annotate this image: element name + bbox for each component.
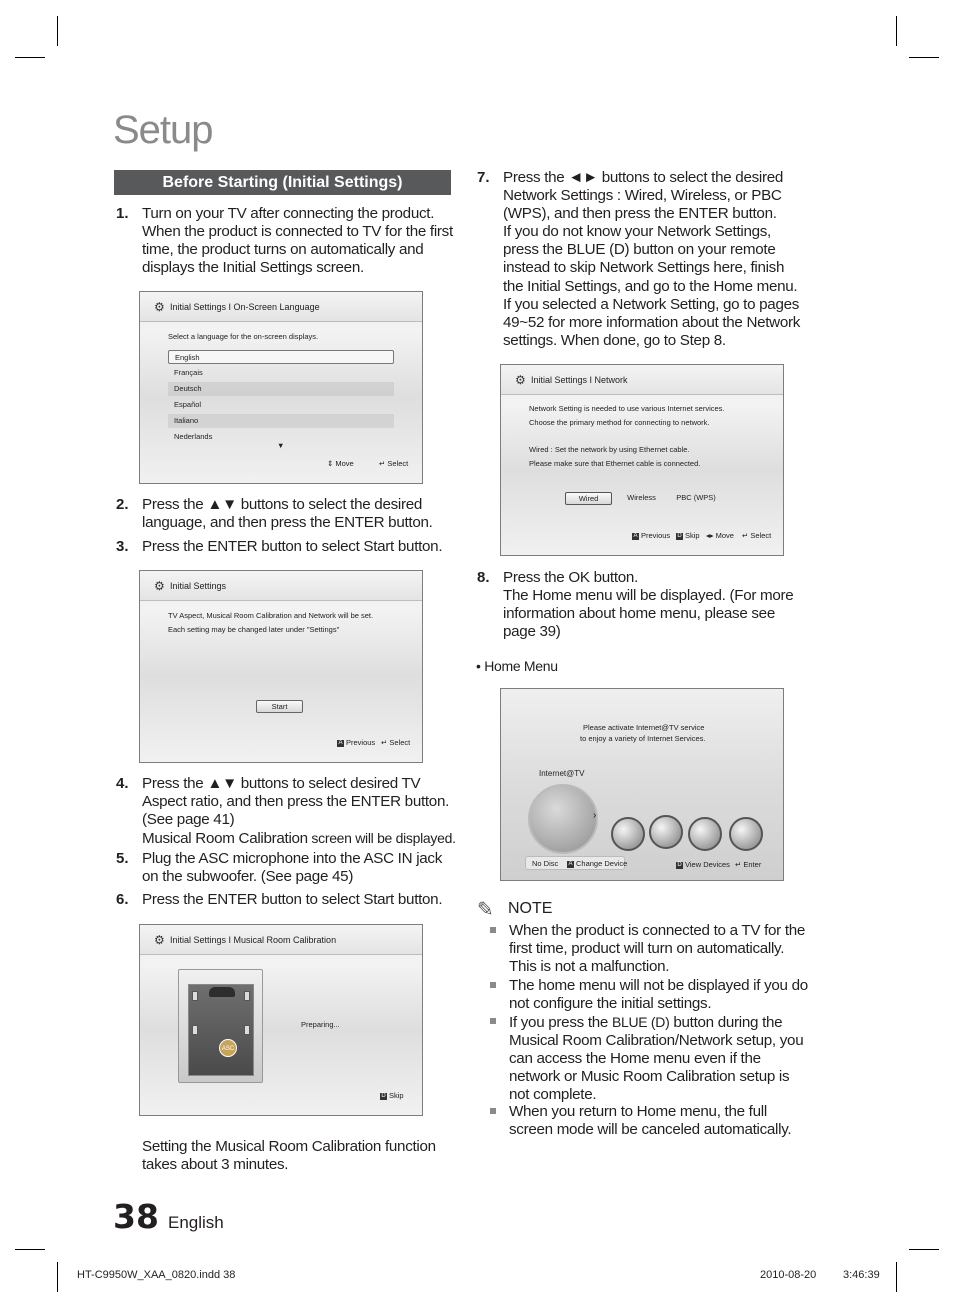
screen-title: Initial Settings I Musical Room Calibration (170, 935, 337, 945)
note-item: When the product is connected to a TV for the first time, product will turn on automatically. This is not a malfunction. (509, 922, 806, 976)
step-number: 4. (116, 775, 129, 792)
chevron-right-icon[interactable]: › (593, 810, 597, 821)
language-option[interactable]: Español (174, 400, 202, 409)
pencil-icon: ✎ (477, 899, 494, 921)
note-title: NOTE (508, 900, 553, 917)
page-language: English (168, 1213, 224, 1232)
step-text: Press the ▲▼ buttons to select desired TV Aspect ratio, and then press the ENTER button. (See page 41) Musical Room Calibration screen will be displayed. (142, 775, 456, 848)
disc-menu-icon[interactable] (611, 817, 645, 851)
step-text: Press the ◄► buttons to select the desired Network Settings : Wired, Wireless, or PBC (WPS), and then press the ENTER button. If you do not know your Network Settings, press the BLUE (D) button on your remote instead to skip Network Settings here, finish the Initial Settings, and go to the Home menu. If you selected a Network Setting, go to pages 49~52 for more information about the Network settings. When done, go to Step 8. (503, 169, 801, 349)
note-item: If you press the BLUE (D) button during the Musical Room Calibration/Network setup, you can access the Home menu even if the network or Music Room Calibration setup is not complete. (509, 1014, 804, 1104)
slug-time: 3:46:39 (843, 1269, 880, 1281)
bullet-icon (490, 1018, 496, 1024)
screen-line: Choose the primary method for connecting to network. (529, 418, 710, 427)
language-option[interactable]: Français (174, 368, 203, 377)
screen-line: Please make sure that Ethernet cable is connected. (529, 459, 701, 468)
speaker-icon (244, 991, 250, 1001)
step-text: Plug the ASC microphone into the ASC IN jack on the subwoofer. (See page 45) (142, 850, 443, 886)
language-option[interactable]: English (168, 350, 394, 364)
page-title: Setup (113, 108, 213, 152)
screen-header (140, 292, 422, 322)
home-message: to enjoy a variety of Internet Services. (580, 734, 706, 743)
internet-tv-label: Internet@TV (539, 769, 585, 778)
language-option[interactable]: Deutsch (168, 382, 394, 396)
sofa-icon (209, 987, 235, 997)
settings-icon[interactable] (729, 817, 763, 851)
screen-musical-room-calibration (139, 924, 423, 1116)
screen-prompt: Select a language for the on-screen displays. (168, 332, 319, 341)
screen-on-screen-language (139, 291, 423, 484)
step-number: 6. (116, 891, 129, 908)
skip-hint: D Skip (381, 1091, 404, 1100)
enter-icon: ↵ (379, 459, 386, 468)
move-hint: ⇕ Move (327, 459, 354, 468)
screen-header (140, 925, 422, 955)
language-option[interactable]: Italiano (168, 414, 394, 428)
crop-mark (896, 16, 897, 46)
gear-icon: ⚙ (154, 933, 165, 947)
key-d-icon: D (677, 532, 682, 539)
screen-title: Initial Settings I On-Screen Language (170, 302, 320, 312)
crop-mark (909, 1249, 939, 1250)
screen-network (500, 364, 784, 556)
enter-icon: ↵ (381, 738, 388, 747)
updown-icon: ⇕ (327, 459, 334, 468)
page-number: 38 (113, 1197, 159, 1236)
bullet-icon (490, 982, 496, 988)
step-number: 5. (116, 850, 129, 867)
home-menu-bullet: • Home Menu (476, 658, 558, 674)
gear-icon: ⚙ (154, 300, 165, 314)
home-message: Please activate Internet@TV service (583, 723, 705, 732)
preparing-status: Preparing... (301, 1020, 340, 1029)
step-number: 2. (116, 496, 129, 513)
slug-file: HT-C9950W_XAA_0820.indd 38 (77, 1269, 236, 1281)
key-a-icon: A (338, 739, 343, 746)
screen-line: Network Setting is needed to use various Internet services. (529, 404, 725, 413)
video-icon[interactable] (649, 815, 683, 849)
previous-hint: A Previous (338, 738, 376, 747)
step-number: 1. (116, 205, 129, 222)
room-diagram (178, 969, 263, 1083)
pbc-wps-option[interactable]: PBC (WPS) (676, 493, 716, 502)
speaker-icon (192, 1025, 198, 1035)
internet-tv-icon[interactable] (528, 784, 598, 854)
screen-header (140, 571, 422, 601)
view-devices-hint[interactable]: D View Devices (677, 860, 730, 869)
speaker-icon (192, 991, 198, 1001)
skip-hint: D Skip (677, 531, 700, 540)
language-option[interactable]: Nederlands (174, 432, 213, 441)
key-d-icon: D (677, 861, 682, 868)
screen-initial-settings (139, 570, 423, 763)
step-text: Press the ▲▼ buttons to select the desired language, and then press the ENTER button. (142, 496, 433, 532)
key-a-icon: A (568, 860, 573, 867)
move-hint: ◂▸ Move (706, 531, 734, 540)
select-hint: ↵ Select (381, 738, 411, 747)
bullet-icon (490, 1108, 496, 1114)
enter-icon: ↵ (742, 531, 749, 540)
select-hint: ↵ Select (742, 531, 772, 540)
no-disc-status: No Disc (532, 859, 559, 868)
photo-icon[interactable] (688, 817, 722, 851)
note-item: When you return to Home menu, the full screen mode will be canceled automatically. (509, 1103, 792, 1139)
crop-mark (15, 1249, 45, 1250)
key-d-icon: D (381, 1092, 386, 1099)
enter-hint[interactable]: ↵ Enter (735, 860, 762, 869)
step-text: Press the ENTER button to select Start button. (142, 891, 443, 908)
gear-icon: ⚙ (154, 579, 165, 593)
screen-line: Each setting may be changed later under "Settings" (168, 625, 340, 634)
speaker-icon (244, 1025, 250, 1035)
wired-option[interactable]: Wired (565, 492, 612, 505)
wireless-option[interactable]: Wireless (627, 493, 656, 502)
select-hint: ↵ Select (379, 459, 409, 468)
screen-line: Wired : Set the network by using Ethernet cable. (529, 445, 690, 454)
crop-mark (15, 57, 45, 58)
screen-title: Initial Settings (170, 581, 227, 591)
gear-icon: ⚙ (515, 373, 526, 387)
step-text: Turn on your TV after connecting the product. When the product is connected to TV for the first time, the product turns on automatically and displays the Initial Settings screen. (142, 205, 453, 277)
step-text: Press the OK button. The Home menu will be displayed. (For more information about home menu, please see page 39) (503, 569, 794, 641)
step-text: Press the ENTER button to select Start button. (142, 538, 443, 555)
calibration-note: Setting the Musical Room Calibration function takes about 3 minutes. (142, 1138, 436, 1174)
enter-icon: ↵ (735, 860, 742, 869)
bullet-icon (490, 927, 496, 933)
leftright-icon: ◂▸ (706, 531, 714, 540)
microphone-icon: ASC (219, 1039, 237, 1057)
note-item: The home menu will not be displayed if you do not configure the initial settings. (509, 977, 808, 1013)
screen-header (501, 365, 783, 395)
start-button[interactable]: Start (256, 700, 303, 713)
crop-mark (896, 1262, 897, 1292)
step-number: 8. (477, 569, 490, 586)
step-number: 3. (116, 538, 129, 555)
step-number: 7. (477, 169, 490, 186)
slug-date: 2010-08-20 (760, 1269, 817, 1281)
screen-title: Initial Settings I Network (531, 375, 628, 385)
screen-home-menu (500, 688, 784, 881)
scroll-down-icon[interactable]: ▼ (277, 441, 285, 450)
crop-mark (57, 16, 58, 46)
screen-line: TV Aspect, Musical Room Calibration and Network will be set. (168, 611, 374, 620)
previous-hint: A Previous (633, 531, 671, 540)
crop-mark (57, 1262, 58, 1292)
section-header: Before Starting (Initial Settings) (114, 170, 451, 195)
key-a-icon: A (633, 532, 638, 539)
crop-mark (909, 57, 939, 58)
change-device-hint[interactable]: A Change Device (568, 859, 628, 868)
room-floor (188, 984, 254, 1076)
